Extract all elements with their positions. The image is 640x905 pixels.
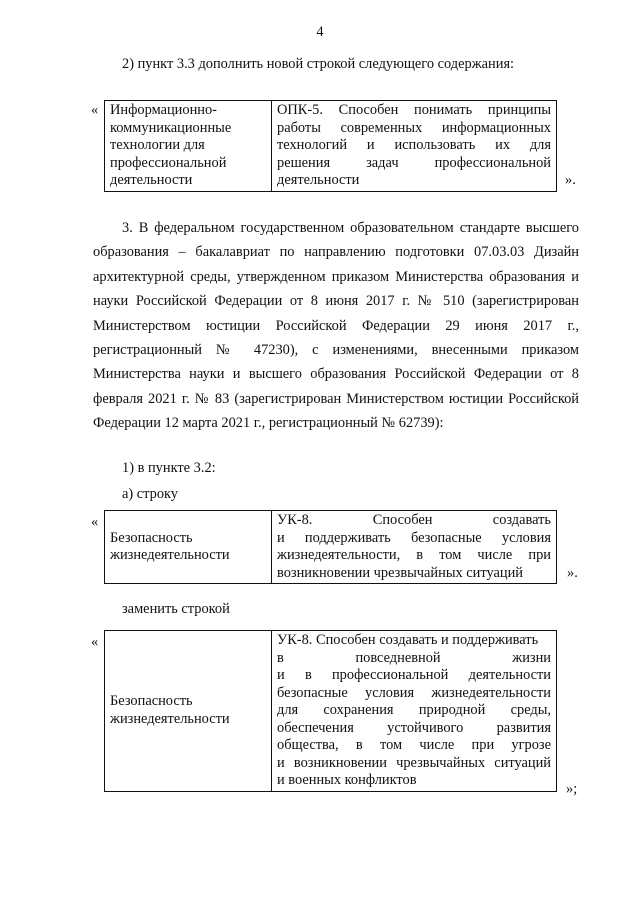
cell-line: возникновении чрезвычайных ситуаций — [277, 564, 523, 581]
cell-line: и поддерживать безопасные условия — [277, 529, 551, 546]
cell-line: деятельности — [110, 172, 193, 188]
cell-line: коммуникационные — [110, 119, 232, 136]
table-old-row-uk8 — [104, 510, 557, 584]
cell-line: профессиональной — [110, 154, 227, 171]
replace-text: заменить строкой — [122, 601, 230, 617]
open-quote: « — [91, 102, 99, 118]
cell-line: для сохранения природной среды, — [277, 702, 551, 718]
cell-line: технологии для — [110, 137, 205, 153]
cell-line: деятельности — [277, 172, 360, 188]
cell-line: безопасные условия жизнедеятельности — [277, 684, 551, 701]
close-quote: ». — [565, 172, 576, 188]
cell-line: обеспечения устойчивого развития — [277, 719, 551, 736]
cell-line: технологий и использовать их для — [277, 137, 551, 153]
cell-line: решения задач профессиональной — [277, 154, 551, 171]
page-number: 4 — [316, 24, 324, 40]
competence-cell — [272, 511, 557, 584]
item-1: 1) в пункте 3.2: — [122, 460, 216, 476]
competence-cell — [272, 101, 557, 192]
cell-line: жизнедеятельности, в том числе при — [277, 547, 551, 563]
cell-line: ОПК-5. Способен понимать принципы — [277, 102, 551, 118]
cell-line: и в профессиональной деятельности — [277, 667, 551, 683]
cell-line: УК-8. Способен создавать — [277, 512, 551, 528]
table-row — [105, 511, 557, 584]
cell-line: Безопасность — [110, 529, 193, 546]
cell-line: жизнедеятельности — [110, 710, 230, 727]
competence-cell — [272, 631, 557, 792]
close-quote: »; — [566, 781, 578, 797]
close-quote: ». — [567, 565, 578, 581]
discipline-cell — [105, 101, 272, 192]
cell-line: общества, в том числе при угрозе — [277, 737, 551, 753]
cell-line: жизнедеятельности — [110, 547, 230, 563]
cell-line: и возникновении чрезвычайных ситуаций — [277, 754, 551, 771]
open-quote: « — [91, 634, 99, 650]
paragraph-3: 3. В федеральном государственном образовательном стандарте высшего образования – бакалавриат по направлению подготовки 07.03.03 Дизайн архитектурной среды, утвержденном приказом Министерства образования и науки Российской Федерации от 8 июня 2017 г. № 510 (зарегистрирован Министерством юстиции Российской Федерации 29 июня 2017 г., регистрационный № 47230), с изменениями, внесенными приказом Министерства науки и высшего образования Российской Федерации от 8 февраля 2021 г. № 83 (зарегистрирован Министерством юстиции Российской Федерации 12 марта 2021 г., регистрационный № 62739): — [93, 220, 579, 432]
cell-line: Безопасность — [110, 693, 193, 710]
table-row — [105, 101, 557, 192]
discipline-cell — [105, 631, 272, 792]
table-new-row-opk5 — [104, 100, 557, 192]
cell-line: работы современных информационных — [277, 119, 551, 136]
intro-text: 2) пункт 3.3 дополнить новой строкой следующего содержания: — [122, 56, 515, 72]
cell-line: в повседневной жизни — [277, 649, 551, 666]
table-row — [105, 631, 557, 792]
open-quote: « — [91, 514, 99, 530]
discipline-cell — [105, 511, 272, 584]
cell-line: и военных конфликтов — [277, 772, 417, 788]
cell-line: УК-8. Способен создавать и поддерживать — [277, 632, 539, 648]
item-a: а) строку — [122, 486, 179, 502]
table-new-row-uk8 — [104, 630, 557, 792]
cell-line: Информационно- — [110, 102, 217, 118]
